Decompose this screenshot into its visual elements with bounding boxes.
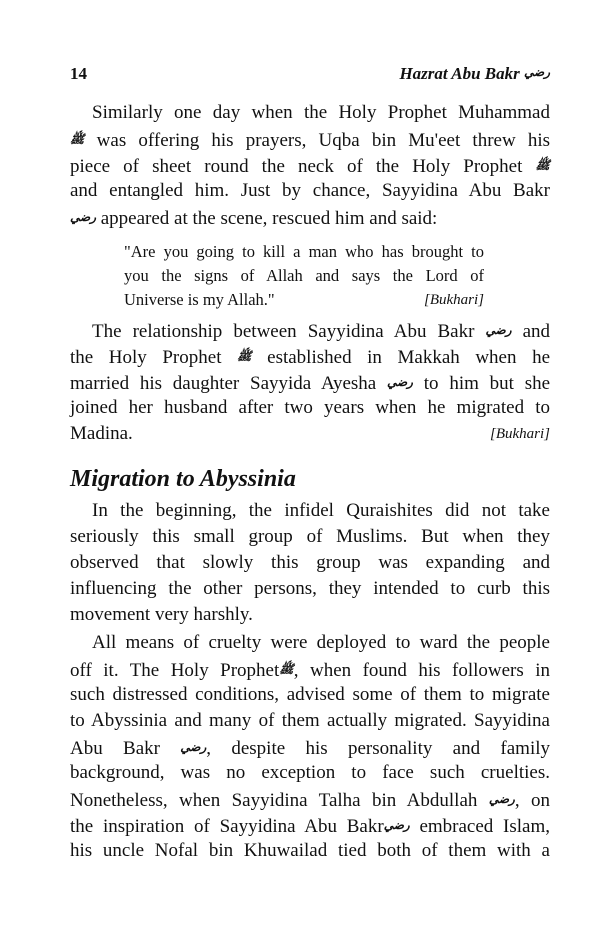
text-line: In the beginning, the infidel Quraishites did not take — [92, 500, 550, 521]
running-title: Hazrat Abu Bakr رضي — [399, 64, 550, 83]
text-line: such distressed conditions, advised some of them to migrate — [70, 684, 550, 705]
quote-line: you the signs of Allah and says the Lord of — [124, 266, 484, 285]
honorific-symbol: رضي — [180, 740, 207, 754]
page-header — [70, 64, 550, 90]
honorific-symbol: رضي — [383, 818, 410, 832]
text-line: رضي appeared at the scene, rescued him and said: — [70, 204, 550, 230]
honorific-symbol: رضي — [70, 210, 96, 224]
honorific-symbol: ﷺ — [279, 662, 294, 676]
text-line: and entangled him. Just by chance, Sayyidina Abu Bakr — [70, 180, 550, 201]
text-line: his uncle Nofal bin Khuwailad tied both of them with a — [70, 840, 550, 861]
text-line: All means of cruelty were deployed to ward the people — [92, 632, 550, 653]
honorific-symbol: رضي — [485, 323, 512, 337]
text-line: ﷺ was offering his prayers, Uqba bin Mu'eet threw his — [70, 126, 550, 152]
text-line: movement very harshly. — [70, 604, 253, 625]
section-heading: Migration to Abyssinia — [70, 466, 296, 492]
page-number: 14 — [70, 64, 87, 83]
honorific-symbol: ﷺ — [535, 158, 551, 172]
text-line: Similarly one day when the Holy Prophet Muhammad — [92, 102, 550, 123]
text-line: to Abyssinia and many of them actually migrated. Sayyidina — [70, 710, 550, 731]
text-line: piece of sheet round the neck of the Holy Prophet ﷺ — [70, 152, 550, 178]
text-line: background, was no exception to face such cruelties. — [70, 762, 550, 783]
text-line: the inspiration of Sayyidina Abu Bakrرضي embraced Islam, — [70, 812, 550, 838]
quote-line: Universe is my Allah." [Bukhari] — [124, 288, 484, 312]
honorific-symbol: ﷺ — [70, 132, 85, 146]
quote-line: "Are you going to kill a man who has brought to — [124, 242, 484, 261]
text-line: joined her husband after two years when he migrated to — [70, 397, 550, 418]
text-line: Abu Bakr رضي, despite his personality and family — [70, 734, 550, 760]
honorific-symbol: رضي — [524, 65, 550, 79]
text-line: influencing the other persons, they intended to curb this — [70, 578, 550, 599]
text-line: Madina. [Bukhari] — [70, 421, 550, 447]
honorific-symbol: رضي — [488, 792, 515, 806]
text-line: The relationship between Sayyidina Abu Bakr رضي and — [92, 317, 550, 343]
text-line: married his daughter Sayyida Ayesha رضي to him but she — [70, 369, 550, 395]
text-line: Nonetheless, when Sayyidina Talha bin Abdullah رضي, on — [70, 786, 550, 812]
text-line: off it. The Holy Prophetﷺ, when found his followers in — [70, 656, 550, 682]
paragraph-reference: [Bukhari] — [490, 426, 550, 442]
honorific-symbol: ﷺ — [237, 349, 252, 363]
text-line: observed that slowly this group was expanding and — [70, 552, 550, 573]
honorific-symbol: رضي — [386, 375, 413, 389]
text-line: seriously this small group of Muslims. But when they — [70, 526, 550, 547]
quote-reference: [Bukhari] — [424, 292, 484, 308]
text-line: the Holy Prophet ﷺ established in Makkah when he — [70, 343, 550, 369]
